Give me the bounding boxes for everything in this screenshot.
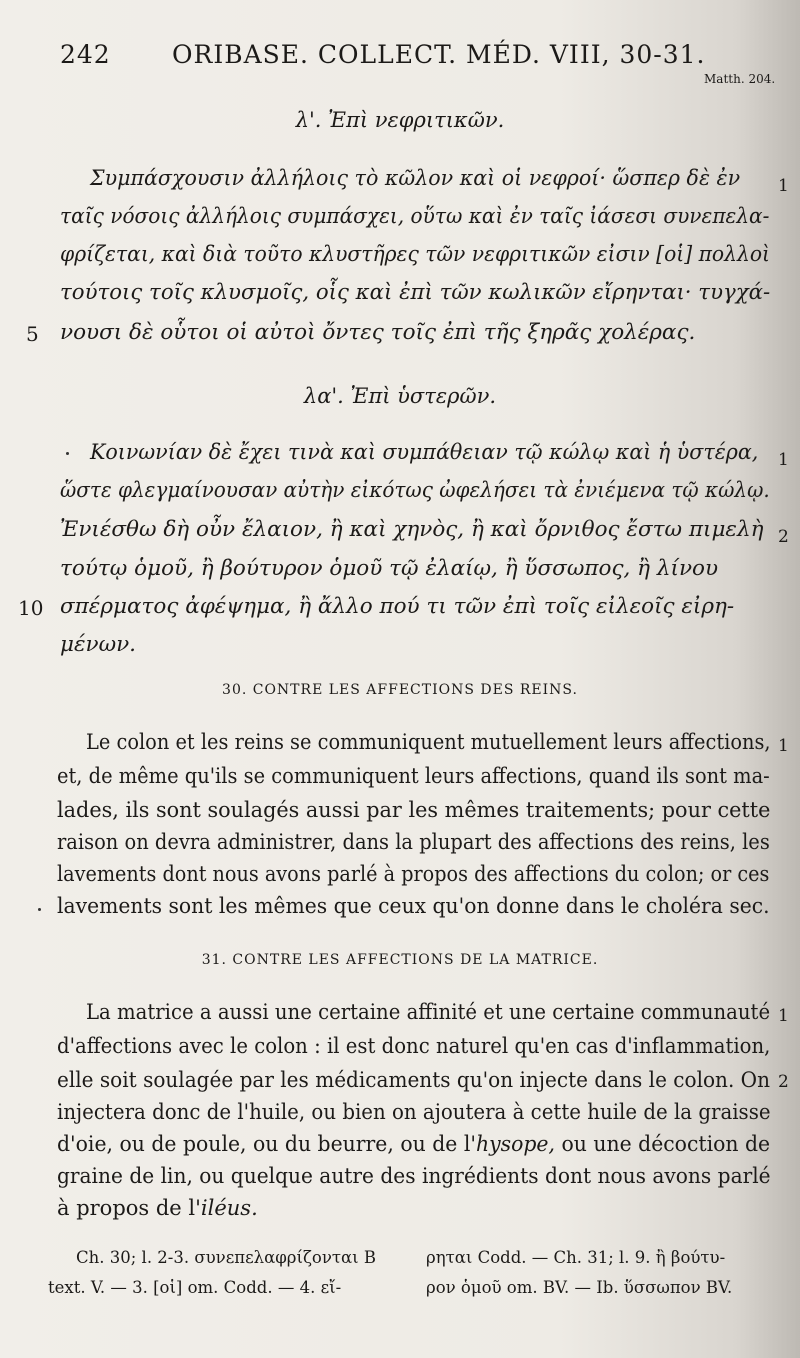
french-line: graine de lin, ou quelque autre des ingrédients dont nous avons parlé bbox=[57, 1164, 771, 1188]
french-line: raison on devra administrer, dans la plupart des affections des reins, les bbox=[57, 830, 770, 854]
margin-mark: 1 bbox=[778, 176, 789, 196]
italic-term: iléus. bbox=[200, 1196, 258, 1220]
french-line: elle soit soulagée par les médicaments qu'on injecte dans le colon. On bbox=[57, 1068, 771, 1092]
reference-mark: Matth. 204. bbox=[704, 72, 776, 86]
line-number: 10 bbox=[18, 596, 44, 620]
ink-speck bbox=[66, 452, 69, 455]
greek-line: φρίζεται, καὶ διὰ τοῦτο κλυστῆρες τῶν νεφριτικῶν εἰσιν [οἱ] πολλοὶ bbox=[60, 242, 770, 267]
french-heading-30: 30. CONTRE LES AFFECTIONS DES REINS. bbox=[222, 682, 578, 698]
french-line: Le colon et les reins se communiquent mutuellement leurs affections, bbox=[86, 730, 771, 754]
ink-speck bbox=[38, 908, 41, 911]
margin-mark: 1 bbox=[778, 736, 789, 756]
page-number: 242 bbox=[60, 40, 111, 69]
greek-line: τούτῳ ὁμοῦ, ἢ βούτυρον ὁμοῦ τῷ ἐλαίῳ, ἢ ὕσσωπος, ἢ λίνου bbox=[60, 556, 719, 581]
greek-line: νουσι δὲ οὗτοι οἱ αὐτοὶ ὄντες τοῖς ἐπὶ τῆς ξηρᾶς χολέρας. bbox=[60, 320, 696, 345]
french-line: lades, ils sont soulagés aussi par les mêmes traitements; pour cette bbox=[57, 798, 771, 822]
margin-mark: 1 bbox=[778, 1006, 789, 1026]
italic-term: hysope, bbox=[475, 1132, 555, 1156]
note-line: ρον ὁμοῦ om. BV. — Ib. ὕσσωπον BV. bbox=[426, 1278, 733, 1297]
greek-line: Κοινωνίαν δὲ ἔχει τινὰ καὶ συμπάθειαν τῷ κώλῳ καὶ ἡ ὑστέρα, bbox=[90, 440, 759, 465]
margin-mark: 1 bbox=[778, 450, 789, 470]
greek-line: ταῖς νόσοις ἀλλήλοις συμπάσχει, οὕτω καὶ ἐν ταῖς ἰάσεσι συνεπελα- bbox=[60, 204, 770, 229]
french-line: La matrice a aussi une certaine affinité et une certaine communauté bbox=[86, 1000, 771, 1024]
greek-line: Συμπάσχουσιν ἀλλήλοις τὸ κῶλον καὶ οἱ νεφροί· ὥσπερ δὲ ἐν bbox=[90, 166, 741, 191]
text-run: à propos de l' bbox=[57, 1196, 201, 1220]
french-line: et, de même qu'ils se communiquent leurs affections, quand ils sont ma- bbox=[57, 764, 770, 788]
french-line: injectera donc de l'huile, ou bien on ajoutera à cette huile de la graisse bbox=[57, 1100, 771, 1124]
running-title: ORIBASE. COLLECT. MÉD. VIII, 30-31. bbox=[172, 40, 706, 69]
text-run: ou une décoction de bbox=[554, 1132, 771, 1156]
note-line: text. V. — 3. [οἱ] om. Codd. — 4. εἴ- bbox=[48, 1278, 342, 1297]
margin-mark: 2 bbox=[778, 527, 789, 547]
french-line bbox=[57, 1132, 771, 1156]
greek-line: σπέρματος ἀφέψημα, ἢ ἄλλο πού τι τῶν ἐπὶ τοῖς εἰλεοῖς εἰρη- bbox=[60, 594, 735, 619]
french-line bbox=[57, 1196, 767, 1220]
french-line: d'affections avec le colon : il est donc naturel qu'en cas d'inflammation, bbox=[57, 1034, 771, 1058]
text-run: d'oie, ou de poule, ou du beurre, ou de l' bbox=[57, 1132, 476, 1156]
margin-mark: 2 bbox=[778, 1072, 789, 1092]
note-line: ρηται Codd. — Ch. 31; l. 9. ἢ βούτυ- bbox=[426, 1248, 726, 1267]
line-number: 5 bbox=[26, 322, 39, 346]
french-line: lavements dont nous avons parlé à propos des affections du colon; or ces bbox=[57, 862, 770, 886]
greek-line: ὥστε φλεγμαίνουσαν αὐτὴν εἰκότως ὠφελήσει τὰ ἐνιέμενα τῷ κώλῳ. bbox=[60, 478, 770, 503]
greek-line: τούτοις τοῖς κλυσμοῖς, οἷς καὶ ἐπὶ τῶν κωλικῶν εἴρηνται· τυγχά- bbox=[60, 280, 771, 305]
greek-line: μένων. bbox=[60, 632, 137, 657]
greek-heading-31: λα'. Ἐπὶ ὑστερῶν. bbox=[303, 384, 497, 408]
french-heading-31: 31. CONTRE LES AFFECTIONS DE LA MATRICE. bbox=[201, 952, 599, 968]
note-line: Ch. 30; l. 2-3. συνεπελαφρίζονται B bbox=[76, 1248, 376, 1267]
greek-heading-30: λ'. Ἐπὶ νεφριτικῶν. bbox=[295, 108, 505, 132]
french-line: lavements sont les mêmes que ceux qu'on donne dans le choléra sec. bbox=[57, 894, 770, 918]
greek-line: Ἐνιέσθω δὴ οὖν ἔλαιον, ἢ καὶ χηνὸς, ἢ καὶ ὄρνιθος ἔστω πιμελὴ bbox=[60, 517, 764, 542]
